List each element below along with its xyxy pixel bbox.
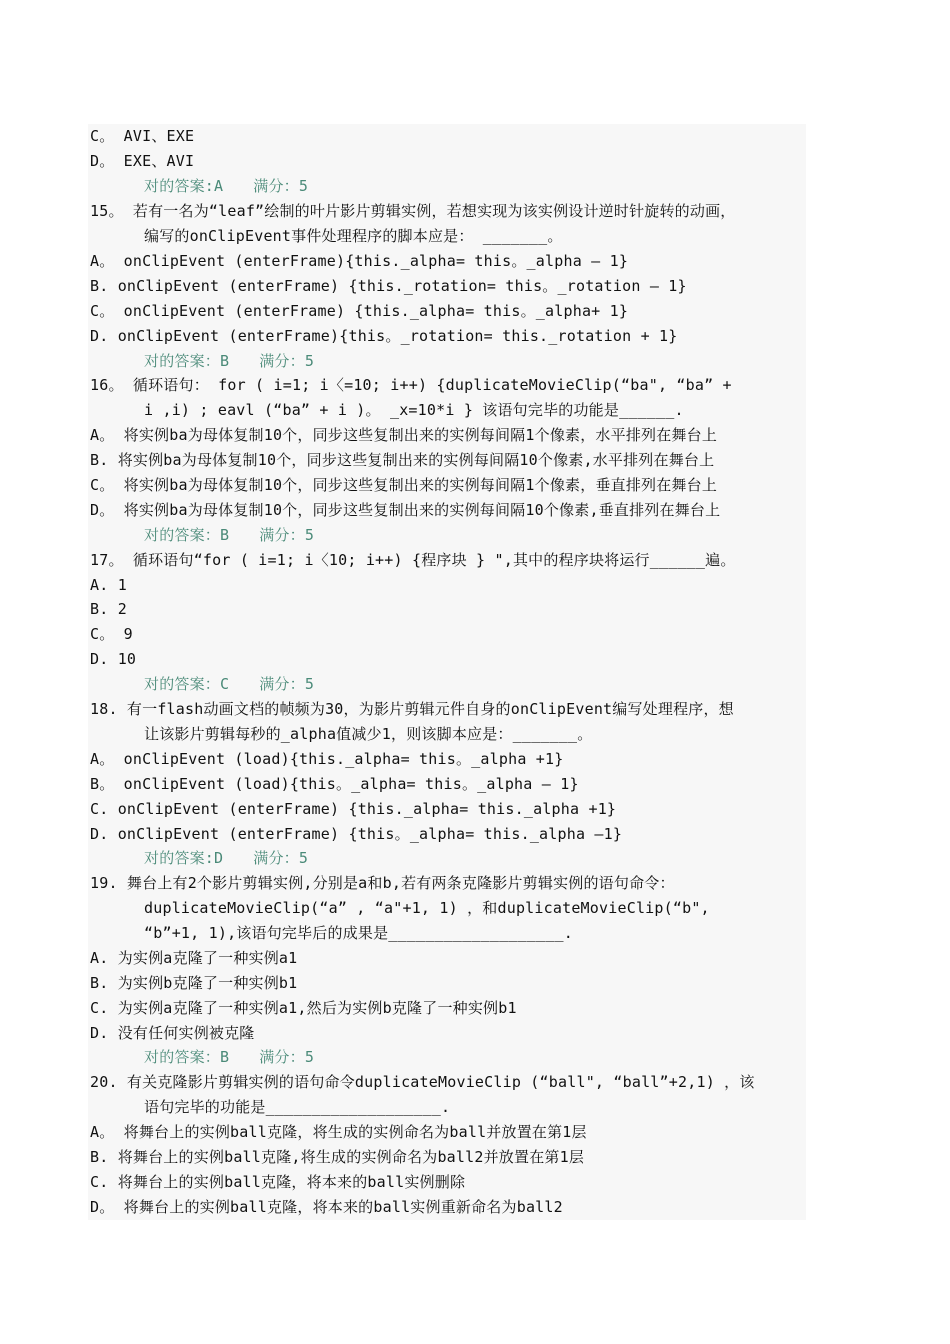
q16-stem-line1: 16。 循环语句： for ( i=1; i〈=10; i++) {duplicateMovieClip(“ba", “ba” +: [90, 376, 732, 394]
q15-stem-line1: 15。 若有一名为“leaf”绘制的叶片影片剪辑实例，若想实现为该实例设计逆时针旋转的动画，: [90, 202, 736, 220]
q18-stem-line1: 18. 有一flash动画文档的帧频为30，为影片剪辑元件自身的onClipEvent编写处理程序，想: [90, 700, 734, 718]
q17-stem-line1: 17。 循环语句“for ( i=1; i〈10; i++) {程序块 } ",其中的程序块将运行______遍。: [90, 551, 736, 569]
q19-answer-line: [144, 1045, 314, 1070]
q17-answer-line: [144, 672, 314, 697]
q15-option-d: D. onClipEvent (enterFrame){this。_rotation= this._rotation + 1}: [90, 327, 678, 345]
q18-answer: 对的答案:D: [144, 849, 224, 867]
q16-option-c: C。 将实例ba为母体复制10个，同步这些复制出来的实例每间隔1个像素，垂直排列在舞台上: [90, 476, 718, 494]
q17-option-a: A. 1: [90, 576, 127, 594]
q16-answer: 对的答案：B: [144, 526, 230, 544]
q17-score: 满分：5: [259, 675, 315, 693]
q16-answer-line: [144, 523, 314, 548]
q17-answer: 对的答案：C: [144, 675, 230, 693]
q19-option-c: C. 为实例a克隆了一种实例a1,然后为实例b克隆了一种实例b1: [90, 999, 517, 1017]
q14-option-d: D。 EXE、AVI: [90, 152, 195, 170]
q18-answer-line: [144, 846, 308, 871]
q20-option-d: D。 将舞台上的实例ball克隆，将本来的ball实例重新命名为ball2: [90, 1198, 563, 1216]
q14-answer: 对的答案:A: [144, 177, 224, 195]
q18-option-d: D. onClipEvent (enterFrame) {this。_alpha= this._alpha —1}: [90, 825, 623, 843]
q20-option-a: A。 将舞台上的实例ball克隆，将生成的实例命名为ball并放置在第1层: [90, 1123, 587, 1141]
q15-option-b: B. onClipEvent (enterFrame) {this._rotation= this。_rotation — 1}: [90, 277, 687, 295]
q18-option-b: B。 onClipEvent (load){this。_alpha= this。_alpha — 1}: [90, 775, 579, 793]
q17-option-c: C。 9: [90, 625, 133, 643]
q15-stem-line2: 编写的onClipEvent事件处理程序的脚本应是： _______。: [144, 227, 563, 245]
q19-stem-line2: duplicateMovieClip(“a” , “a"+1, 1) ，和duplicateMovieClip(“b",: [144, 899, 710, 917]
q19-option-d: D. 没有任何实例被克隆: [90, 1024, 255, 1042]
q14-answer-line: [144, 174, 308, 199]
q16-score: 满分：5: [259, 526, 315, 544]
q16-option-a: A。 将实例ba为母体复制10个，同步这些复制出来的实例每间隔1个像素，水平排列在舞台上: [90, 426, 718, 444]
q19-stem-line1: 19. 舞台上有2个影片剪辑实例,分别是a和b,若有两条克隆影片剪辑实例的语句命令：: [90, 874, 675, 892]
q17-option-b: B. 2: [90, 600, 127, 618]
q19-stem-line3: “b”+1, 1),该语句完毕后的成果是___________________.: [144, 924, 573, 942]
q19-option-a: A. 为实例a克隆了一种实例a1: [90, 949, 298, 967]
q14-option-c: C。 AVI、EXE: [90, 127, 195, 145]
q15-answer-line: [144, 349, 314, 374]
q19-answer: 对的答案：B: [144, 1048, 230, 1066]
q18-stem-line2: 让该影片剪辑每秒的_alpha值减少1，则该脚本应是：_______。: [144, 725, 593, 743]
q15-option-a: A。 onClipEvent (enterFrame){this._alpha= this。_alpha — 1}: [90, 252, 629, 270]
q16-option-b: B. 将实例ba为母体复制10个，同步这些复制出来的实例每间隔10个像素,水平排列在舞台上: [90, 451, 715, 469]
q20-stem-line2: 语句完毕的功能是___________________.: [144, 1098, 451, 1116]
q15-answer: 对的答案：B: [144, 352, 230, 370]
q14-score: 满分：5: [253, 177, 309, 195]
q20-option-c: C. 将舞台上的实例ball克隆，将本来的ball实例删除: [90, 1173, 466, 1191]
q18-option-c: C. onClipEvent (enterFrame) {this._alpha= this._alpha +1}: [90, 800, 617, 818]
q19-option-b: B. 为实例b克隆了一种实例b1: [90, 974, 298, 992]
q16-option-d: D。 将实例ba为母体复制10个，同步这些复制出来的实例每间隔10个像素,垂直排列在舞台上: [90, 501, 721, 519]
q16-stem-line2: i ,i) ; eavl (“ba” + i )。 _x=10*i } 该语句完毕的功能是______.: [144, 401, 684, 419]
q18-option-a: A。 onClipEvent (load){this._alpha= this。_alpha +1}: [90, 750, 564, 768]
q15-score: 满分：5: [259, 352, 315, 370]
q15-option-c: C。 onClipEvent (enterFrame) {this._alpha= this。_alpha+ 1}: [90, 302, 629, 320]
q20-stem-line1: 20. 有关克隆影片剪辑实例的语句命令duplicateMovieClip (“ball", “ball”+2,1) ，该: [90, 1073, 755, 1091]
q18-score: 满分：5: [253, 849, 309, 867]
q19-score: 满分：5: [259, 1048, 315, 1066]
q20-option-b: B. 将舞台上的实例ball克隆,将生成的实例命名为ball2并放置在第1层: [90, 1148, 585, 1166]
q17-option-d: D. 10: [90, 650, 137, 668]
